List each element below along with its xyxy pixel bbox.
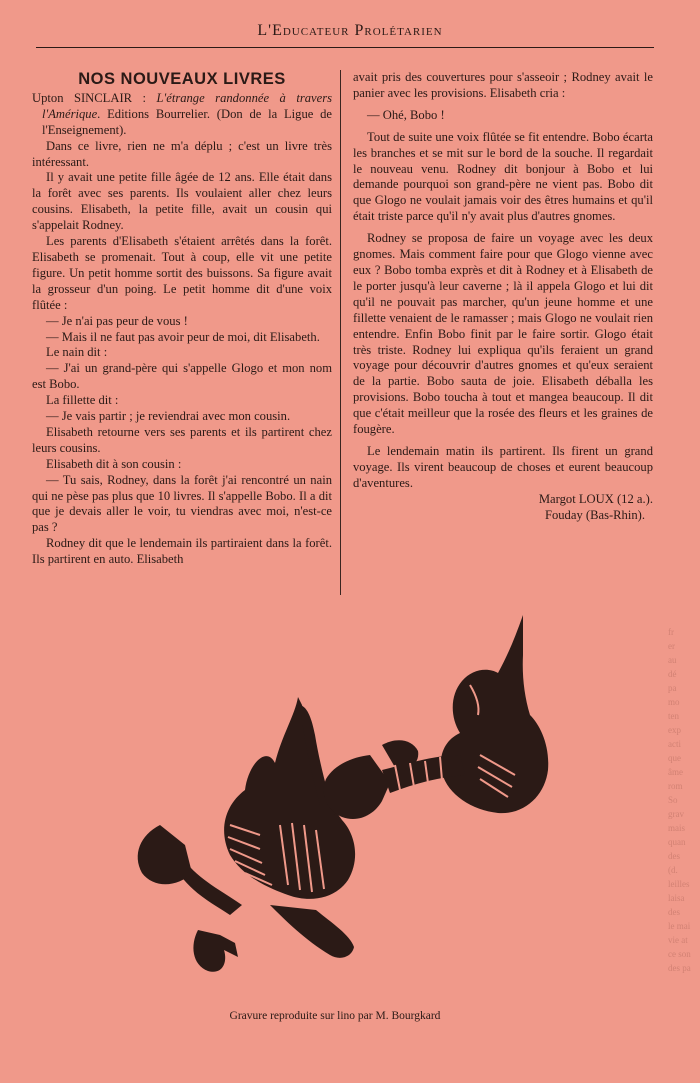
- paragraph: avait pris des couvertures pour s'asseoir ; Rodney avait le panier avec les provisions. Elisabeth cria :: [353, 70, 653, 100]
- paragraph: Le lendemain matin ils partirent. Ils firent un grand voyage. Ils virent beaucoup de choses et eurent beaucoup d'aventures.: [353, 443, 653, 490]
- author-signature: Margot LOUX (12 a.).: [538, 491, 653, 506]
- author-location: Fouday (Bas-Rhin).: [544, 507, 645, 522]
- book-author: Upton SINCLAIR :: [32, 90, 157, 105]
- paragraph: — Mais il ne faut pas avoir peur de moi, dit Elisabeth.: [46, 329, 320, 344]
- paragraph: Elisabeth retourne vers ses parents et ils partirent chez leurs cousins.: [32, 424, 332, 455]
- right-column: [353, 70, 653, 523]
- left-column: [32, 70, 332, 568]
- book-title: L'étrange randonnée à travers l'Amérique: [42, 90, 332, 121]
- show-through-text: fr er au dé pa mo ten exp acti que âme rom So grav mais quan des (d. leilles laisa des le mai vie at ce son des pa: [668, 627, 691, 973]
- header-rule: [36, 47, 654, 48]
- linocut-illustration: [120, 605, 560, 995]
- paragraph: — Tu sais, Rodney, dans la forêt j'ai rencontré un nain qui ne pèse pas plus que 10 livres. Il s'appelle Bobo. Il a dit que je devais aller le voir, tu viendras avec moi, n'est-ce pas ?: [32, 472, 332, 535]
- gnome-right-figure: [324, 615, 549, 819]
- paragraph: — Ohé, Bobo !: [367, 107, 445, 122]
- paragraph: Rodney se proposa de faire un voyage avec les deux gnomes. Mais comment faire pour que Glogo vienne avec eux ? Bobo tomba exprès et dit à Rodney et à Elisabeth de le porter jusqu'à leur caverne ; là il appela Glogo et lui dit qu'il ne pouvait pas marcher, qu'un jeune homme et une fillette venaient de le ramasser ; mais Glogo ne voulait rien entendre. Enfin Bobo finit par le faire sortir. Glogo était très triste. Rodney lui expliqua qu'ils feraient un grand voyage pour découvrir d'autres gnomes et qu'eux seraient de la partie. Bobo sauta de joie. Elisabeth déballa les provisions. Bobo toucha à tout et mangea beaucoup. Il dit que c'était meilleur que la rosée des fleurs et les graines de fougère.: [353, 231, 653, 437]
- book-reference: [32, 91, 332, 139]
- paragraph: Dans ce livre, rien ne m'a déplu ; c'est un livre très intéressant.: [32, 138, 332, 169]
- paragraph: Elisabeth dit à son cousin :: [46, 456, 182, 471]
- paragraph: — Je vais partir ; je reviendrai avec mon cousin.: [46, 409, 291, 424]
- paragraph: La fillette dit :: [46, 393, 119, 408]
- paragraph: Il y avait une petite fille âgée de 12 ans. Elle était dans la forêt avec ses parents. Ils voulaient aller chez leurs cousins. Elisabeth, la petite fille, avait un cousin qui s'appelait Rodney.: [32, 170, 332, 233]
- paragraph: Tout de suite une voix flûtée se fit entendre. Bobo écarta les branches et se mit sur le bord de la souche. Il regardait le nouveau venu. Rodney dit bonjour à Bobo et lui demande pourquoi son grand-père ne vient pas. Bobo dit que Glogo ne voulait jamais voir des êtres humains et qu'il était triste parce qu'il n'y avait plus d'autres gnomes.: [353, 129, 653, 224]
- book-publisher: . Editions Bourrelier. (Don de la Ligue de l'Enseignement).: [42, 106, 332, 137]
- gnome-left-figure: [138, 697, 355, 972]
- column-divider: [340, 70, 341, 595]
- article-title: NOS NOUVEAUX LIVRES: [78, 70, 286, 88]
- paragraph: Le nain dit :: [46, 345, 108, 360]
- paragraph: Rodney dit que le lendemain ils partiraient dans la forêt. Ils partirent en auto. Elisabeth: [32, 536, 332, 567]
- paragraph: Les parents d'Elisabeth s'étaient arrêtés dans la forêt. Elisabeth se promenait. Tout à coup, elle vit une petite figure. Un petit homme sortit des buissons. Sa figure avait la grosseur d'un poing. Le petit homme dit d'une voix flûtée :: [32, 234, 332, 312]
- illustration-caption: Gravure reproduite sur lino par M. Bourgkard: [229, 1010, 441, 1022]
- running-header: L'Educateur Prolétarien: [257, 22, 443, 39]
- paragraph: — Je n'ai pas peur de vous !: [46, 313, 188, 328]
- paragraph: — J'ai un grand-père qui s'appelle Glogo et mon nom est Bobo.: [32, 361, 332, 392]
